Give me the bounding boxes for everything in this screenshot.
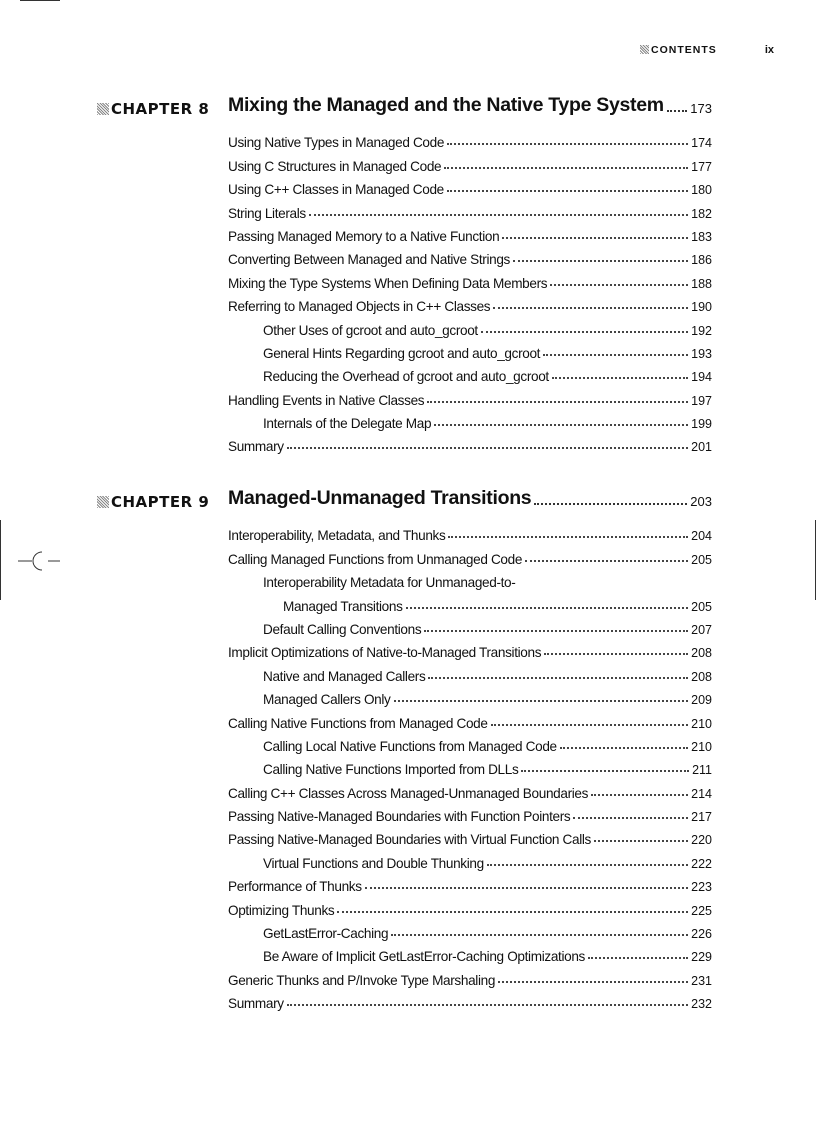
dot-leader xyxy=(481,331,688,333)
entry-title: Internals of the Delegate Map xyxy=(263,416,432,432)
toc-entry[interactable] xyxy=(228,384,712,407)
dot-leader xyxy=(552,377,688,379)
entry-title: Interoperability, Metadata, and Thunks xyxy=(228,528,446,544)
chapter-9 xyxy=(97,487,717,1012)
dot-leader xyxy=(543,354,688,356)
toc-subentry[interactable] xyxy=(228,361,712,384)
entry-page: 205 xyxy=(691,552,712,567)
entry-page: 209 xyxy=(691,693,712,708)
dot-leader xyxy=(588,957,688,959)
running-title: CONTENTS xyxy=(651,44,717,56)
toc-entry[interactable] xyxy=(228,824,712,847)
chapter-title-row[interactable] xyxy=(228,487,712,510)
running-head xyxy=(640,44,780,58)
toc-entry[interactable] xyxy=(228,267,712,290)
entry-page: 182 xyxy=(691,206,712,221)
entry-page: 210 xyxy=(691,716,712,731)
dot-leader xyxy=(434,424,688,426)
entry-page: 229 xyxy=(691,950,712,965)
dot-leader xyxy=(560,747,688,749)
crop-mark-top-left xyxy=(20,0,60,1)
entry-title: Calling C++ Classes Across Managed-Unmanaged Boundaries xyxy=(228,785,589,801)
dot-leader xyxy=(493,307,688,309)
dot-leader xyxy=(534,503,687,505)
toc-subentry[interactable] xyxy=(228,614,712,637)
chapter-page: 203 xyxy=(690,494,712,509)
entry-page: 207 xyxy=(691,622,712,637)
toc-entry[interactable] xyxy=(228,964,712,987)
chapter-heading xyxy=(97,94,717,126)
toc-subentry[interactable] xyxy=(228,314,712,337)
entry-title: Using C++ Classes in Managed Code xyxy=(228,182,444,198)
dot-leader xyxy=(447,143,688,145)
entry-title: Calling Native Functions Imported from DLLs xyxy=(263,762,519,778)
entry-page: 197 xyxy=(691,393,712,408)
entry-page: 199 xyxy=(691,417,712,432)
toc-entry[interactable] xyxy=(228,197,712,220)
entry-title: Calling Local Native Functions from Managed Code xyxy=(263,738,557,754)
dot-leader xyxy=(428,677,688,679)
toc-entry[interactable] xyxy=(228,801,712,824)
chapter-8 xyxy=(97,94,717,455)
toc-subentry[interactable] xyxy=(228,847,712,870)
entry-page: 186 xyxy=(691,253,712,268)
entry-page: 211 xyxy=(692,763,712,778)
toc-subentry[interactable] xyxy=(228,567,712,590)
dot-leader xyxy=(391,934,688,936)
entry-page: 210 xyxy=(691,739,712,754)
toc-entry[interactable] xyxy=(228,221,712,244)
registration-mark-icon xyxy=(14,548,64,574)
dot-leader xyxy=(448,536,688,538)
dot-leader xyxy=(287,1004,688,1006)
dot-leader xyxy=(487,864,688,866)
gray-square-icon xyxy=(640,45,649,54)
chapter-title: Mixing the Managed and the Native Type System xyxy=(228,94,664,116)
entry-page: 174 xyxy=(691,136,712,151)
entry-page: 223 xyxy=(691,880,712,895)
toc-subentry[interactable] xyxy=(228,408,712,431)
dot-leader xyxy=(491,724,689,726)
entry-title: Calling Native Functions from Managed Code xyxy=(228,715,488,731)
dot-leader xyxy=(550,284,688,286)
dot-leader xyxy=(337,911,688,913)
dot-leader xyxy=(394,700,689,702)
dot-leader xyxy=(594,840,688,842)
toc-subentry[interactable] xyxy=(228,660,712,683)
toc-entries xyxy=(228,520,712,1011)
dot-leader xyxy=(513,260,688,262)
toc-subentry[interactable] xyxy=(228,918,712,941)
chapter-page: 173 xyxy=(690,101,712,116)
entry-page: 183 xyxy=(691,229,712,244)
dot-leader xyxy=(544,653,688,655)
toc-entry[interactable] xyxy=(228,894,712,917)
entry-page: 225 xyxy=(691,903,712,918)
entry-page: 231 xyxy=(691,973,712,988)
dot-leader xyxy=(502,237,688,239)
chapter-label: CHAPTER 8 xyxy=(97,100,209,118)
toc-entry[interactable] xyxy=(228,637,712,660)
toc-entry[interactable] xyxy=(228,127,712,150)
entry-title: Using Native Types in Managed Code xyxy=(228,135,445,151)
dot-leader xyxy=(498,981,688,983)
entry-title: Managed Callers Only xyxy=(263,692,391,708)
toc-subentry[interactable] xyxy=(228,684,712,707)
dot-leader xyxy=(447,190,688,192)
dot-leader xyxy=(424,630,688,632)
toc-entry[interactable] xyxy=(228,871,712,894)
dot-leader xyxy=(406,607,689,609)
entry-title: Optimizing Thunks xyxy=(228,902,335,918)
crop-mark-left-upper xyxy=(0,520,1,600)
entry-title: String Literals xyxy=(228,205,306,221)
entry-page: 188 xyxy=(691,276,712,291)
entry-title: Managed Transitions xyxy=(283,598,403,614)
entry-page: 208 xyxy=(691,646,712,661)
entry-page: 222 xyxy=(691,856,712,871)
entry-page: 226 xyxy=(691,927,712,942)
dot-leader xyxy=(365,887,688,889)
entry-title: Implicit Optimizations of Native-to-Managed Transitions xyxy=(228,645,542,661)
entry-page: 192 xyxy=(691,323,712,338)
toc-entries xyxy=(228,127,712,454)
entry-title: Converting Between Managed and Native Strings xyxy=(228,252,510,268)
chapter-label: CHAPTER 9 xyxy=(97,493,209,511)
toc-entry[interactable] xyxy=(228,431,712,454)
toc-subentry[interactable] xyxy=(228,731,712,754)
entry-page: 180 xyxy=(691,183,712,198)
page-number: ix xyxy=(764,44,774,56)
dot-leader xyxy=(525,560,688,562)
entry-page: 201 xyxy=(691,440,712,455)
entry-title: Passing Native-Managed Boundaries with Virtual Function Calls xyxy=(228,832,591,848)
entry-page: 190 xyxy=(691,300,712,315)
entry-title: Generic Thunks and P/Invoke Type Marshaling xyxy=(228,972,496,988)
entry-title: Native and Managed Callers xyxy=(263,668,426,684)
toc-entry[interactable] xyxy=(228,777,712,800)
entry-title: Other Uses of gcroot and auto_gcroot xyxy=(263,322,478,338)
dot-leader xyxy=(667,110,687,112)
entry-title: Summary xyxy=(228,996,284,1012)
entry-title: Performance of Thunks xyxy=(228,879,362,895)
gray-square-icon xyxy=(97,103,109,115)
entry-title: Referring to Managed Objects in C++ Classes xyxy=(228,299,491,315)
dot-leader xyxy=(287,447,688,449)
toc-entry[interactable] xyxy=(228,543,712,566)
entry-title: Interoperability Metadata for Unmanaged-to- xyxy=(263,575,516,591)
entry-title: Passing Native-Managed Boundaries with Function Pointers xyxy=(228,809,571,825)
toc-subentry[interactable] xyxy=(228,754,712,777)
entry-title: GetLastError-Caching xyxy=(263,926,389,942)
toc-subentry[interactable] xyxy=(228,338,712,361)
toc-entry[interactable] xyxy=(228,520,712,543)
entry-title: Summary xyxy=(228,439,284,455)
gray-square-icon xyxy=(97,496,109,508)
chapter-title: Managed-Unmanaged Transitions xyxy=(228,487,532,509)
dot-leader xyxy=(427,401,688,403)
entry-page: 177 xyxy=(691,159,712,174)
entry-page: 232 xyxy=(691,997,712,1012)
entry-page: 217 xyxy=(691,810,712,825)
toc-entry[interactable] xyxy=(228,150,712,173)
entry-title: Using C Structures in Managed Code xyxy=(228,158,442,174)
entry-page: 193 xyxy=(691,346,712,361)
chapter-title-row[interactable] xyxy=(228,94,712,117)
toc-subentry-continuation[interactable] xyxy=(228,590,712,613)
entry-page: 204 xyxy=(691,529,712,544)
entry-title: Handling Events in Native Classes xyxy=(228,392,425,408)
toc-entry[interactable] xyxy=(228,244,712,267)
dot-leader xyxy=(591,794,688,796)
entry-title: Be Aware of Implicit GetLastError-Caching Optimizations xyxy=(263,949,585,965)
dot-leader xyxy=(521,770,689,772)
entry-title: General Hints Regarding gcroot and auto_gcroot xyxy=(263,345,541,361)
entry-page: 205 xyxy=(691,599,712,614)
dot-leader xyxy=(444,167,688,169)
entry-title: Passing Managed Memory to a Native Function xyxy=(228,228,500,244)
toc-entry[interactable] xyxy=(228,988,712,1011)
toc-entry[interactable] xyxy=(228,707,712,730)
entry-page: 194 xyxy=(691,370,712,385)
toc-entry[interactable] xyxy=(228,174,712,197)
dot-leader xyxy=(309,214,688,216)
dot-leader xyxy=(573,817,688,819)
entry-title: Calling Managed Functions from Unmanaged Code xyxy=(228,551,523,567)
chapter-heading xyxy=(97,487,717,519)
entry-page: 220 xyxy=(691,833,712,848)
entry-title: Reducing the Overhead of gcroot and auto_gcroot xyxy=(263,369,549,385)
toc-entry[interactable] xyxy=(228,291,712,314)
entry-title: Virtual Functions and Double Thunking xyxy=(263,855,484,871)
toc-subentry[interactable] xyxy=(228,941,712,964)
entry-title: Mixing the Type Systems When Defining Data Members xyxy=(228,275,548,291)
entry-page: 208 xyxy=(691,669,712,684)
entry-page: 214 xyxy=(691,786,712,801)
entry-title: Default Calling Conventions xyxy=(263,621,422,637)
